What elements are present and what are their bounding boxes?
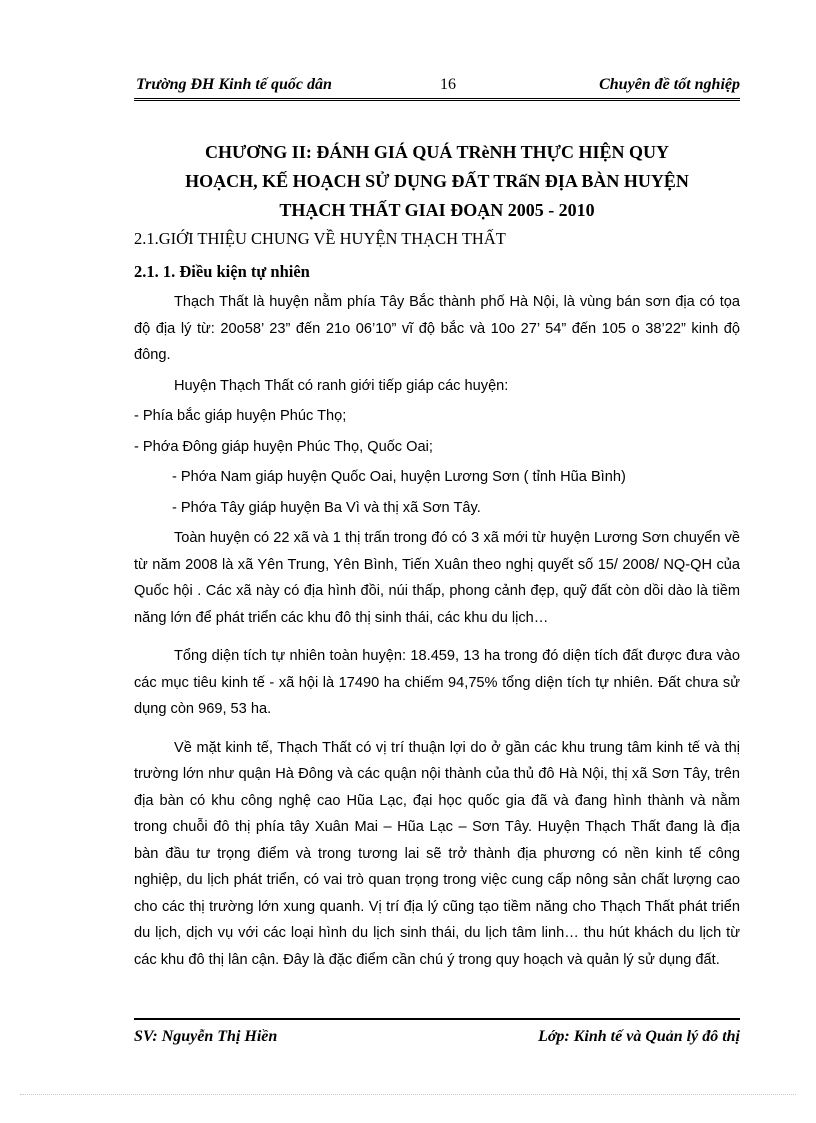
border-item-north: - Phía bắc giáp huyện Phúc Thọ;	[134, 408, 347, 424]
subsection-heading: 2.1. 1. Điều kiện tự nhiên	[134, 262, 310, 281]
footer-rule	[134, 1018, 740, 1020]
chapter-title	[134, 138, 740, 225]
page-number: 16	[440, 76, 456, 93]
border-item-south: - Phớa Nam giáp huyện Quốc Oai, huyện Lương Sơn ( tỉnh Hũa Bình)	[172, 469, 626, 485]
chapter-title-line-2: HOẠCH, KẾ HOẠCH SỬ DỤNG ĐẤT TRấN ĐỊA BÀN HUYỆN	[185, 171, 689, 191]
border-item-east: - Phớa Đông giáp huyện Phúc Thọ, Quốc Oai;	[134, 438, 433, 455]
chapter-title-line-3: THẠCH THẤT GIAI ĐOẠN 2005 - 2010	[279, 200, 595, 220]
page-header	[134, 74, 740, 98]
section-heading: 2.1.GIỚI THIỆU CHUNG VỀ HUYỆN THẠCH THẤT	[134, 229, 506, 248]
header-document-type: Chuyên đề tốt nghiệp	[599, 76, 740, 93]
header-school-name: Trường ĐH Kinh tế quốc dân	[136, 76, 332, 93]
footer-class-name: Lớp: Kinh tế và Quản lý đô thị	[538, 1028, 740, 1045]
chapter-title-line-1: CHƯƠNG II: ĐÁNH GIÁ QUÁ TRèNH THỰC HIỆN QUY	[204, 142, 670, 162]
paragraph-economy: Về mặt kinh tế, Thạch Thất có vị trí thuận lợi do ở gần các khu trung tâm kinh tế và thị trường lớn như quận Hà Đông và các quận nội thành của thủ đô Hà Nội, thị xã Sơn Tây, trên địa bàn có khu công nghệ cao Hũa Lạc, đại học quốc gia đã và đang hình thành và nằm trong chuỗi đô thị phía tây Xuân Mai – Hũa Lạc – Sơn Tây. Huyện Thạch Thất đang là địa bàn đầu tư trọng điểm và trong tương lai sẽ trở thành địa phương có nền kinh tế công nghiệp, du lịch phát triển, có vai trò quan trọng trong việc cung cấp nông sản chất lượng cao cho các thị trường lớn xung quanh. Vị trí địa lý cũng tạo tiềm năng cho Thạch Thất phát triển du lịch, dịch vụ với các loại hình du lịch sinh thái, du lịch tâm linh… thu hút khách du lịch từ các khu đô thị lân cận. Đây là đặc điểm cần chú ý trong quy hoạch và quản lý sử dụng đất.	[134, 739, 740, 968]
page-footer	[134, 1028, 740, 1050]
page-edge-line	[20, 1094, 796, 1095]
paragraph-land-area: Tổng diện tích tự nhiên toàn huyện: 18.459, 13 ha trong đó diện tích đất được đưa vào các mục tiêu kinh tế - xã hội là 17490 ha chiếm 94,75% tổng diện tích tự nhiên. Đất chưa sử dụng còn 969, 53 ha.	[134, 648, 740, 717]
paragraph-administrative-units: Toàn huyện có 22 xã và 1 thị trấn trong đó có 3 xã mới từ huyện Lương Sơn chuyển về từ năm 2008 là xã Yên Trung, Yên Bình, Tiến Xuân theo nghị quyết số 15/ 2008/ NQ-QH của Quốc hội . Các xã này có địa hình đồi, núi thấp, phong cảnh đẹp, quỹ đất còn dồi dào là tiềm năng lớn để phát triển các khu đô thị sinh thái, các khu du lịch…	[134, 530, 740, 626]
paragraph-borders-intro: Huyện Thạch Thất có ranh giới tiếp giáp các huyện:	[174, 377, 509, 394]
footer-student-name: SV: Nguyễn Thị Hiền	[134, 1028, 278, 1045]
border-item-west: - Phớa Tây giáp huyện Ba Vì và thị xã Sơn Tây.	[172, 499, 481, 516]
header-rule	[134, 98, 740, 101]
body-text	[134, 289, 740, 977]
paragraph-location: Thạch Thất là huyện nằm phía Tây Bắc thành phố Hà Nội, là vùng bán sơn địa có tọa độ địa lý từ: 20o58’ 23” đến 21o 06’10” vĩ độ bắc và 10o 27’ 54” đến 105 o 38’22” kinh độ đông.	[134, 294, 740, 363]
